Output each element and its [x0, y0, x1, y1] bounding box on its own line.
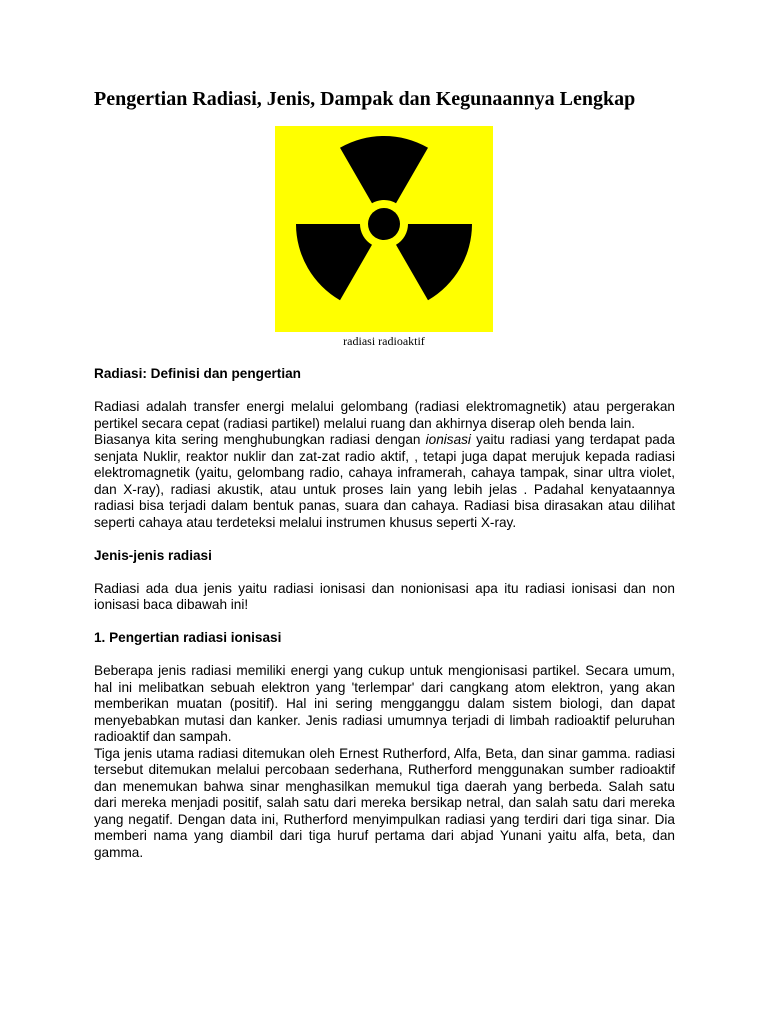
paragraph-definisi-2 — [94, 432, 675, 531]
radiation-trefoil-icon — [275, 126, 493, 332]
radiation-figure — [275, 126, 493, 332]
italic-term-ionisasi: ionisasi — [425, 432, 471, 447]
article-body — [94, 366, 675, 861]
figure-caption: radiasi radioaktif — [343, 334, 425, 348]
page-title: Pengertian Radiasi, Jenis, Dampak dan Kegunaannya Lengkap — [94, 88, 636, 110]
paragraph-text: yaitu radiasi yang terdapat pada senjata Nuklir, reaktor nuklir dan zat-zat radio aktif, , tetapi juga dapat merujuk kepada radiasi elektromagnetik (yaitu, gelombang radio, cahaya inframerah, cahaya tampak, sinar ultra violet, dan X-ray), radiasi akustik, atau untuk proses lain yang lebih jelas . Padahal kenyataannya radiasi bisa terjadi dalam bentuk panas, suara dan cahaya. Radiasi bisa dirasakan atau dilihat seperti cahaya atau terdeteksi melalui instrumen khusus seperti X-ray. — [94, 432, 675, 530]
section-heading-ionisasi: 1. Pengertian radiasi ionisasi — [94, 630, 282, 645]
paragraph-definisi-1: Radiasi adalah transfer energi melalui gelombang (radiasi elektromagnetik) atau pergerakan pertikel secara cepat (radiasi partikel) melalui ruang dan akhirnya diserap oleh benda lain. — [94, 399, 675, 431]
paragraph-ionisasi-2: Tiga jenis utama radiasi ditemukan oleh Ernest Rutherford, Alfa, Beta, dan sinar gamma. radiasi tersebut ditemukan melalui percobaan sederhana, Rutherford menggunakan sumber radioaktif dan menemukan bahwa sinar menghasilkan memukul tiga daerah yang berbeda. Salah satu dari mereka menjadi positif, salah satu dari mereka bersikap netral, dan salah satu dari mereka yang negatif. Dengan data ini, Rutherford menyimpulkan radiasi yang terdiri dari tiga sinar. Dia memberi nama yang diambil dari tiga huruf pertama dari abjad Yunani yaitu alfa, beta, dan gamma. — [94, 745, 675, 860]
paragraph-ionisasi-1: Beberapa jenis radiasi memiliki energi yang cukup untuk mengionisasi partikel. Secara umum, hal ini melibatkan sebuah elektron yang 'terlempar' dari cangkang atom elektron, yang akan memberikan muatan (positif). Hal ini sering mengganggu dalam sistem biologi, dan dapat menyebabkan mutasi dan kanker. Jenis radiasi umumnya terjadi di limbah radioaktif peluruhan radioaktif dan sampah. — [94, 663, 675, 744]
section-heading-definisi: Radiasi: Definisi dan pengertian — [94, 366, 301, 381]
paragraph-jenis-1: Radiasi ada dua jenis yaitu radiasi ionisasi dan nonionisasi apa itu radiasi ionisasi dan non ionisasi baca dibawah ini! — [94, 580, 675, 612]
paragraph-text: Biasanya kita sering menghubungkan radiasi dengan — [94, 432, 426, 447]
section-heading-jenis: Jenis-jenis radiasi — [94, 547, 212, 563]
